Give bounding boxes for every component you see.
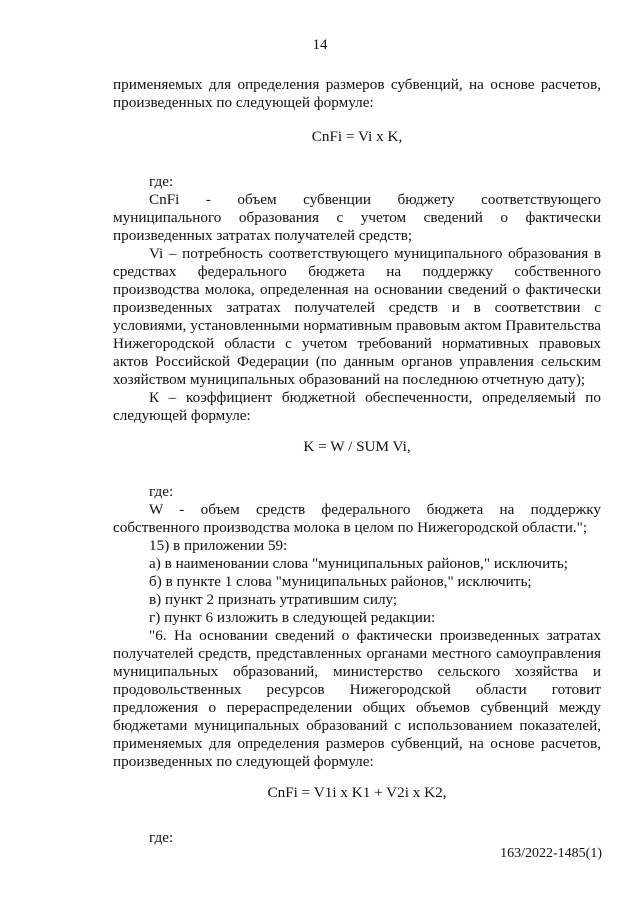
text-line: актов Российской Федерации (по данным органов управления сельским [113, 353, 601, 370]
where-label: где: [149, 483, 174, 500]
list-item: 15) в приложении 59: [149, 537, 288, 554]
text-line: следующей формуле: [113, 407, 251, 424]
text-line: произведенных по следующей формуле: [113, 753, 374, 770]
text-line: применяемых для определения размеров субвенций, на основе расчетов, [113, 735, 601, 752]
formula-cnfi: CnFi = Vi x K, [311, 128, 403, 145]
list-item: а) в наименовании слова "муниципальных районов," исключить; [149, 555, 568, 572]
text-line: CnFi - объем субвенции бюджету соответствующего [149, 191, 601, 208]
list-item: в) пункт 2 признать утратившим силу; [149, 591, 398, 608]
text-line: получателей средств, представленных органами местного самоуправления [113, 645, 601, 662]
text-line: бюджетами муниципальных образований с использованием показателей, [113, 717, 601, 734]
text-line: произведенных затратах получателей средств; [113, 227, 413, 244]
text-line: муниципального образования с учетом сведений о фактически [113, 209, 601, 226]
where-label: где: [149, 173, 174, 190]
text-line: муниципальных образований, министерство сельского хозяйства и [113, 663, 601, 680]
text-line: хозяйством муниципальных образований на последнюю отчетную дату); [113, 371, 586, 388]
formula-k: K = W / SUM Vi, [303, 438, 411, 455]
list-item: б) в пункте 1 слова "муниципальных районов," исключить; [149, 573, 532, 590]
text-line: предложения о перераспределении общих объемов субвенций между [113, 699, 601, 716]
text-line: произведенных затратах получателей средств и в соответствии с [113, 299, 601, 316]
text-line: К – коэффициент бюджетной обеспеченности, определяемый по [149, 389, 601, 406]
text-line: применяемых для определения размеров субвенций, на основе расчетов, [113, 76, 601, 93]
where-label: где: [149, 829, 174, 846]
text-line: продовольственных ресурсов Нижегородской области готовит [113, 681, 601, 698]
document-body [113, 76, 601, 847]
text-line: Vi – потребность соответствующего муниципального образования в [149, 245, 601, 262]
text-line: Нижегородской области с учетом требований нормативных правовых [113, 335, 601, 352]
text-line: производства молока, определенная на основании сведений о фактически [113, 281, 601, 298]
text-line: W - объем средств федерального бюджета на поддержку [149, 501, 601, 518]
formula-cnfi-2: CnFi = V1i x K1 + V2i x K2, [267, 784, 447, 801]
text-line: средствах федерального бюджета на поддержку собственного [113, 263, 601, 280]
text-line: условиями, установленными нормативным правовым актом Правительства [113, 317, 601, 334]
text-line: произведенных по следующей формуле: [113, 94, 374, 111]
text-line: "6. На основании сведений о фактически произведенных затратах [149, 627, 601, 644]
text-line: собственного производства молока в целом по Нижегородской области."; [113, 519, 588, 536]
list-item: г) пункт 6 изложить в следующей редакции: [149, 609, 436, 626]
document-code: 163/2022-1485(1) [500, 846, 602, 861]
page-number: 14 [312, 37, 328, 53]
